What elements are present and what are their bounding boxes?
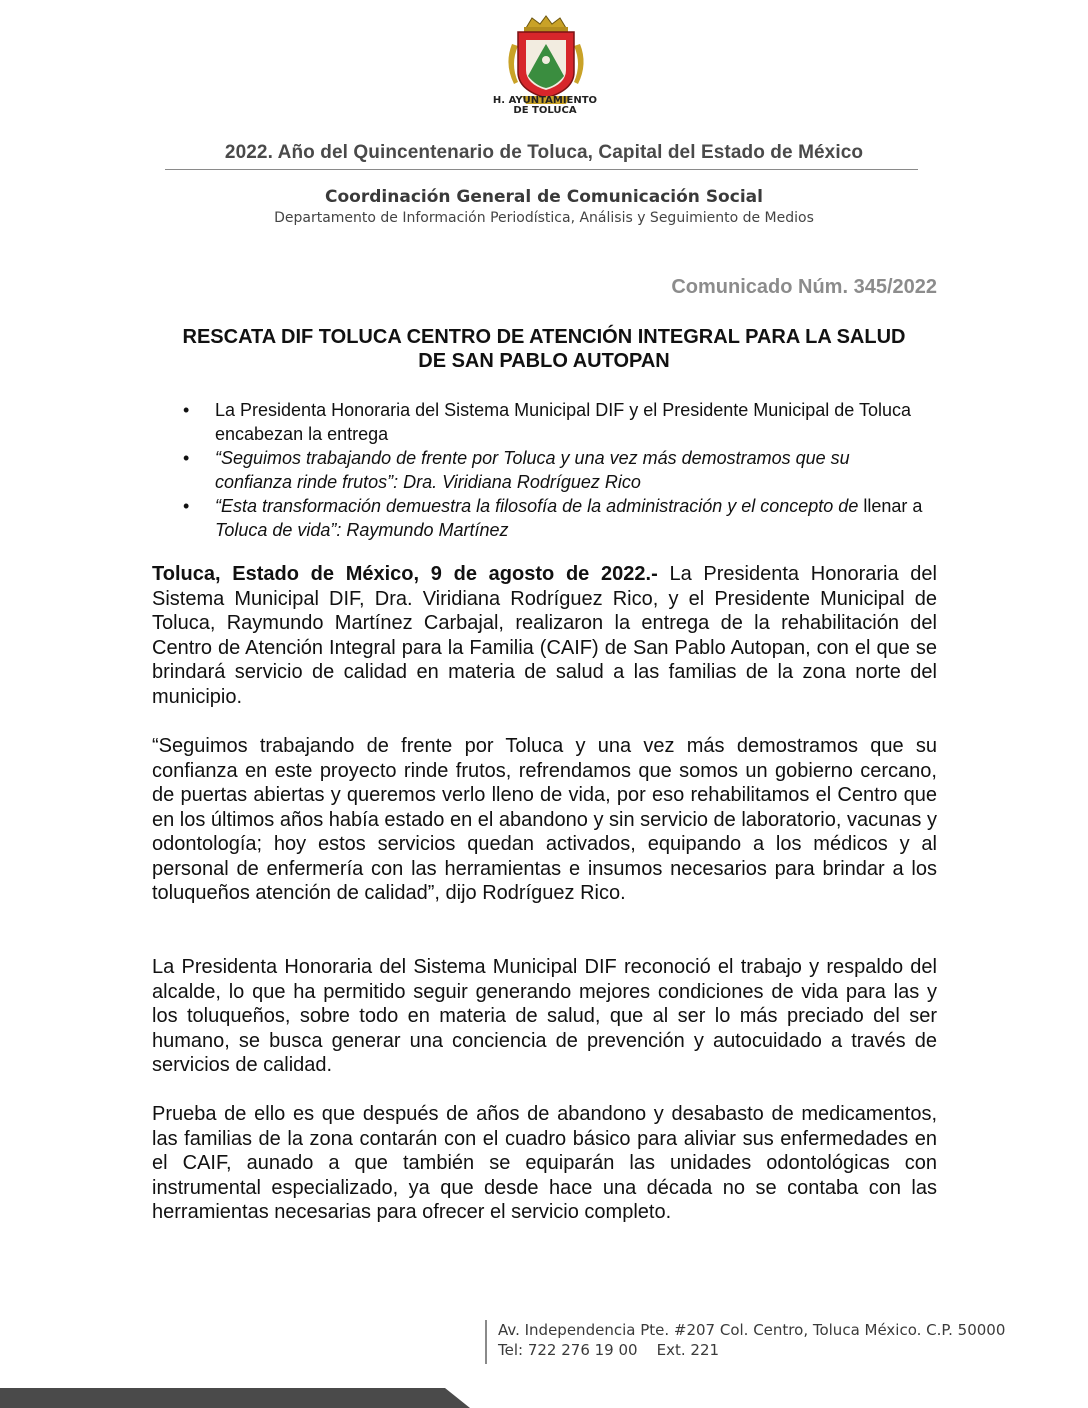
bullet-item: [183, 494, 923, 542]
headline-line2: DE SAN PABLO AUTOPAN: [418, 350, 670, 372]
logo-caption-line1: H. AYUNTAMIENTO: [492, 95, 598, 106]
bullet-quote-part1: “Esta transformación demuestra la filosofía de la administración y el concepto de: [215, 496, 859, 516]
bullet-quote-part2: Toluca de vida”: Raymundo Martínez: [215, 520, 509, 540]
bottom-decorative-band: [0, 1388, 470, 1408]
headline: [150, 325, 938, 373]
header-divider: [165, 169, 918, 170]
bullet-icon: •: [183, 448, 190, 468]
bullet-text: La Presidenta Honoraria del Sistema Municipal DIF y el Presidente Municipal de Toluca encabezan la entrega: [215, 400, 912, 444]
footer-address: Av. Independencia Pte. #207 Col. Centro, Toluca México. C.P. 50000: [498, 1321, 1006, 1339]
paragraph-1-text: La Presidenta Honoraria del Sistema Municipal DIF, Dra. Viridiana Rodríguez Rico, y el Presidente Municipal de Toluca, Raymundo Martínez Carbajal, realizaron la entrega de la rehabilitación del Centro de Atención Integral para la Familia (CAIF) de San Pablo Autopan, con el que se brindará servicio de calidad en materia de salud a las familias de la zona norte del municipio.: [152, 563, 937, 708]
dateline: Toluca, Estado de México, 9 de agosto de 2022.-: [152, 563, 658, 585]
bullet-item: [183, 446, 923, 494]
bullet-icon: •: [183, 496, 190, 516]
paragraph-4: Prueba de ello es que después de años de abandono y desabasto de medicamentos, las familias de la zona contarán con el cuadro básico para aliviar sus enfermedades en el CAIF, aunado a que también se equiparán las unidades odontológicas con instrumental especializado, ya que desde hace una década no se contaba con las herramientas necesarias para ofrecer el servicio completo.: [152, 1103, 937, 1223]
summary-bullets: [183, 398, 923, 542]
footer-divider: [485, 1320, 487, 1364]
communique-number: Comunicado Núm. 345/2022: [671, 276, 937, 298]
bullet-icon: •: [183, 400, 190, 420]
headline-line1: RESCATA DIF TOLUCA CENTRO DE ATENCIÓN INTEGRAL PARA LA SALUD: [182, 326, 906, 348]
paragraph-1: [152, 562, 937, 709]
department-title: Coordinación General de Comunicación Social: [325, 187, 763, 207]
logo-caption-line2: DE TOLUCA: [513, 105, 577, 116]
paragraph-2: “Seguimos trabajando de frente por Toluca y una vez más demostramos que su confianza en este proyecto rinde frutos, refrendamos que somos un gobierno cercano, de puertas abiertas y queremos verlo lleno de vida, por eso rehabilitamos el Centro que en los últimos años había estado en el abandono y sin servicio de laboratorio, vacunas y odontología; hoy estos servicios quedan activados, equipando a los médicos y al personal de enfermería con las herramientas e insumos necesarios para brindar a los toluqueños atención de calidad”, dijo Rodríguez Rico.: [152, 735, 937, 904]
paragraph-3: La Presidenta Honoraria del Sistema Municipal DIF reconoció el trabajo y respaldo del alcalde, lo que ha permitido seguir generando mejores condiciones de vida para las y los toluqueños, sobre todo en materia de salud, que al ser lo más preciado del ser humano, se busca generar una conciencia de prevención y autocuidado a través de servicios de calidad.: [152, 956, 937, 1076]
footer-phone: Tel: 722 276 19 00 Ext. 221: [498, 1341, 720, 1359]
bullet-text: “Seguimos trabajando de frente por Toluca y una vez más demostramos que su confianza rinde frutos”: Dra. Viridiana Rodríguez Rico: [215, 448, 850, 492]
bullet-item: [183, 398, 923, 446]
year-motto: 2022. Año del Quincentenario de Toluca, Capital del Estado de México: [224, 142, 864, 163]
bullet-plain-part: llenar a: [863, 496, 923, 516]
logo-caption: [470, 96, 620, 116]
department-subtitle: Departamento de Información Periodística, Análisis y Seguimiento de Medios: [274, 210, 814, 226]
